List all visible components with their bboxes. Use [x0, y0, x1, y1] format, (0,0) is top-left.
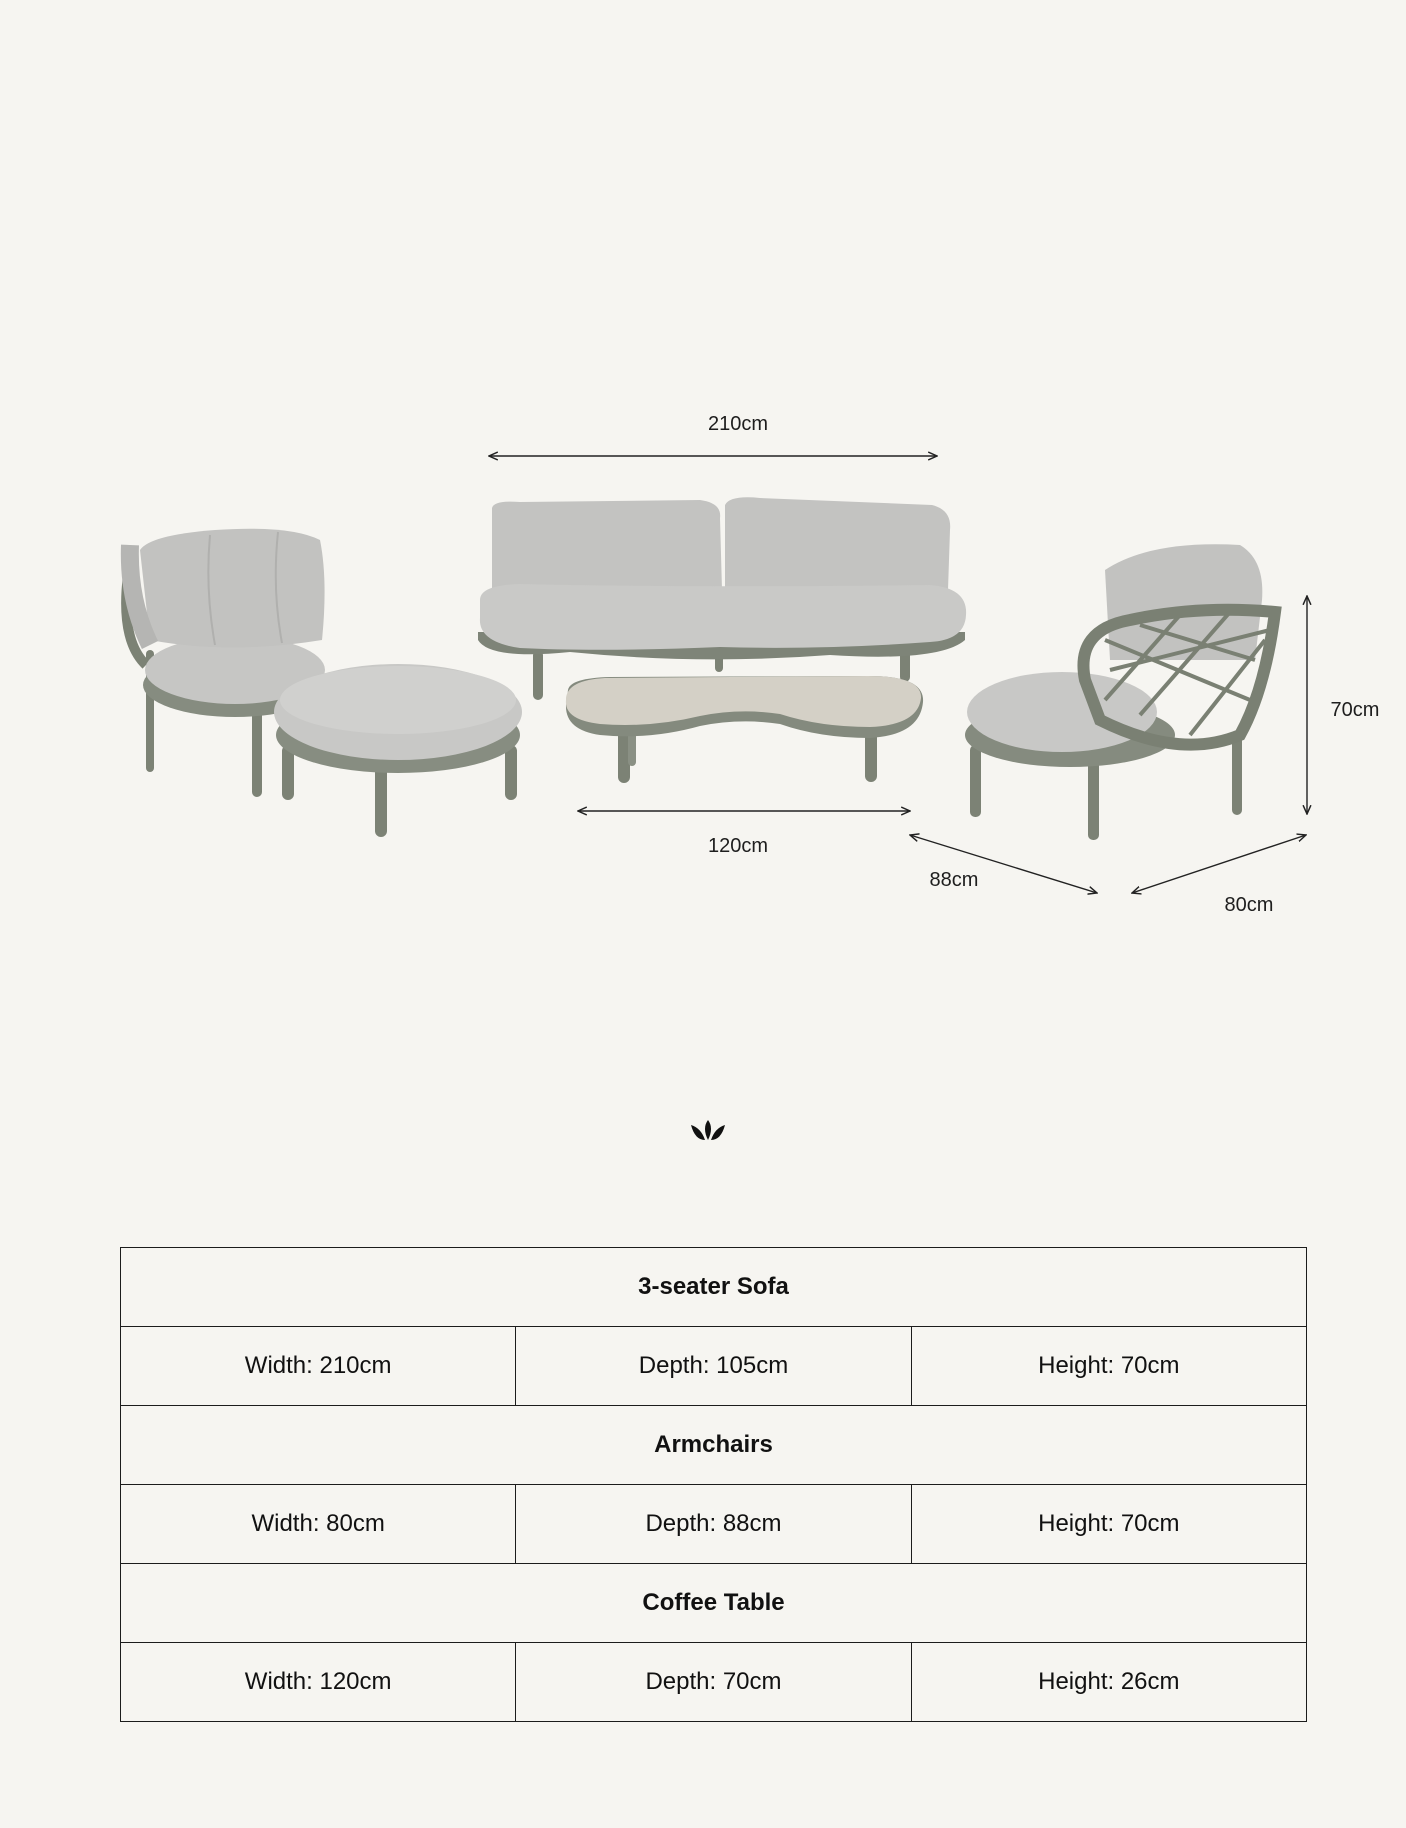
coffee-table-title: Coffee Table [121, 1564, 1307, 1643]
table-row [121, 1248, 1307, 1327]
table-width-label: 120cm [707, 835, 769, 857]
sofa-depth: Depth: 105cm [516, 1327, 911, 1406]
left-armchair [126, 529, 327, 797]
coffee-table-depth: Depth: 70cm [516, 1643, 911, 1722]
sofa-height: Height: 70cm [911, 1327, 1306, 1406]
armchairs-height: Height: 70cm [911, 1485, 1306, 1564]
armchair-width-label: 80cm [1224, 894, 1274, 916]
coffee-table [566, 676, 923, 783]
dimensions-table [120, 1247, 1307, 1722]
sofa-width: Width: 210cm [121, 1327, 516, 1406]
sofa [478, 497, 966, 700]
table-row [121, 1485, 1307, 1564]
coffee-table-height: Height: 26cm [911, 1643, 1306, 1722]
table-row [121, 1643, 1307, 1722]
sofa-width-label: 210cm [707, 413, 769, 435]
table-row [121, 1406, 1307, 1485]
armchairs-depth: Depth: 88cm [516, 1485, 911, 1564]
ottoman [274, 664, 522, 837]
lotus-icon [689, 1116, 727, 1146]
coffee-table-width: Width: 120cm [121, 1643, 516, 1722]
right-armchair [965, 544, 1275, 840]
armchairs-title: Armchairs [121, 1406, 1307, 1485]
armchair-depth-label: 88cm [929, 869, 979, 891]
armchair-width-arrow [1132, 835, 1306, 893]
table-row [121, 1564, 1307, 1643]
armchair-height-label: 70cm [1330, 699, 1380, 721]
sofa-title: 3-seater Sofa [121, 1248, 1307, 1327]
table-row [121, 1327, 1307, 1406]
armchairs-width: Width: 80cm [121, 1485, 516, 1564]
